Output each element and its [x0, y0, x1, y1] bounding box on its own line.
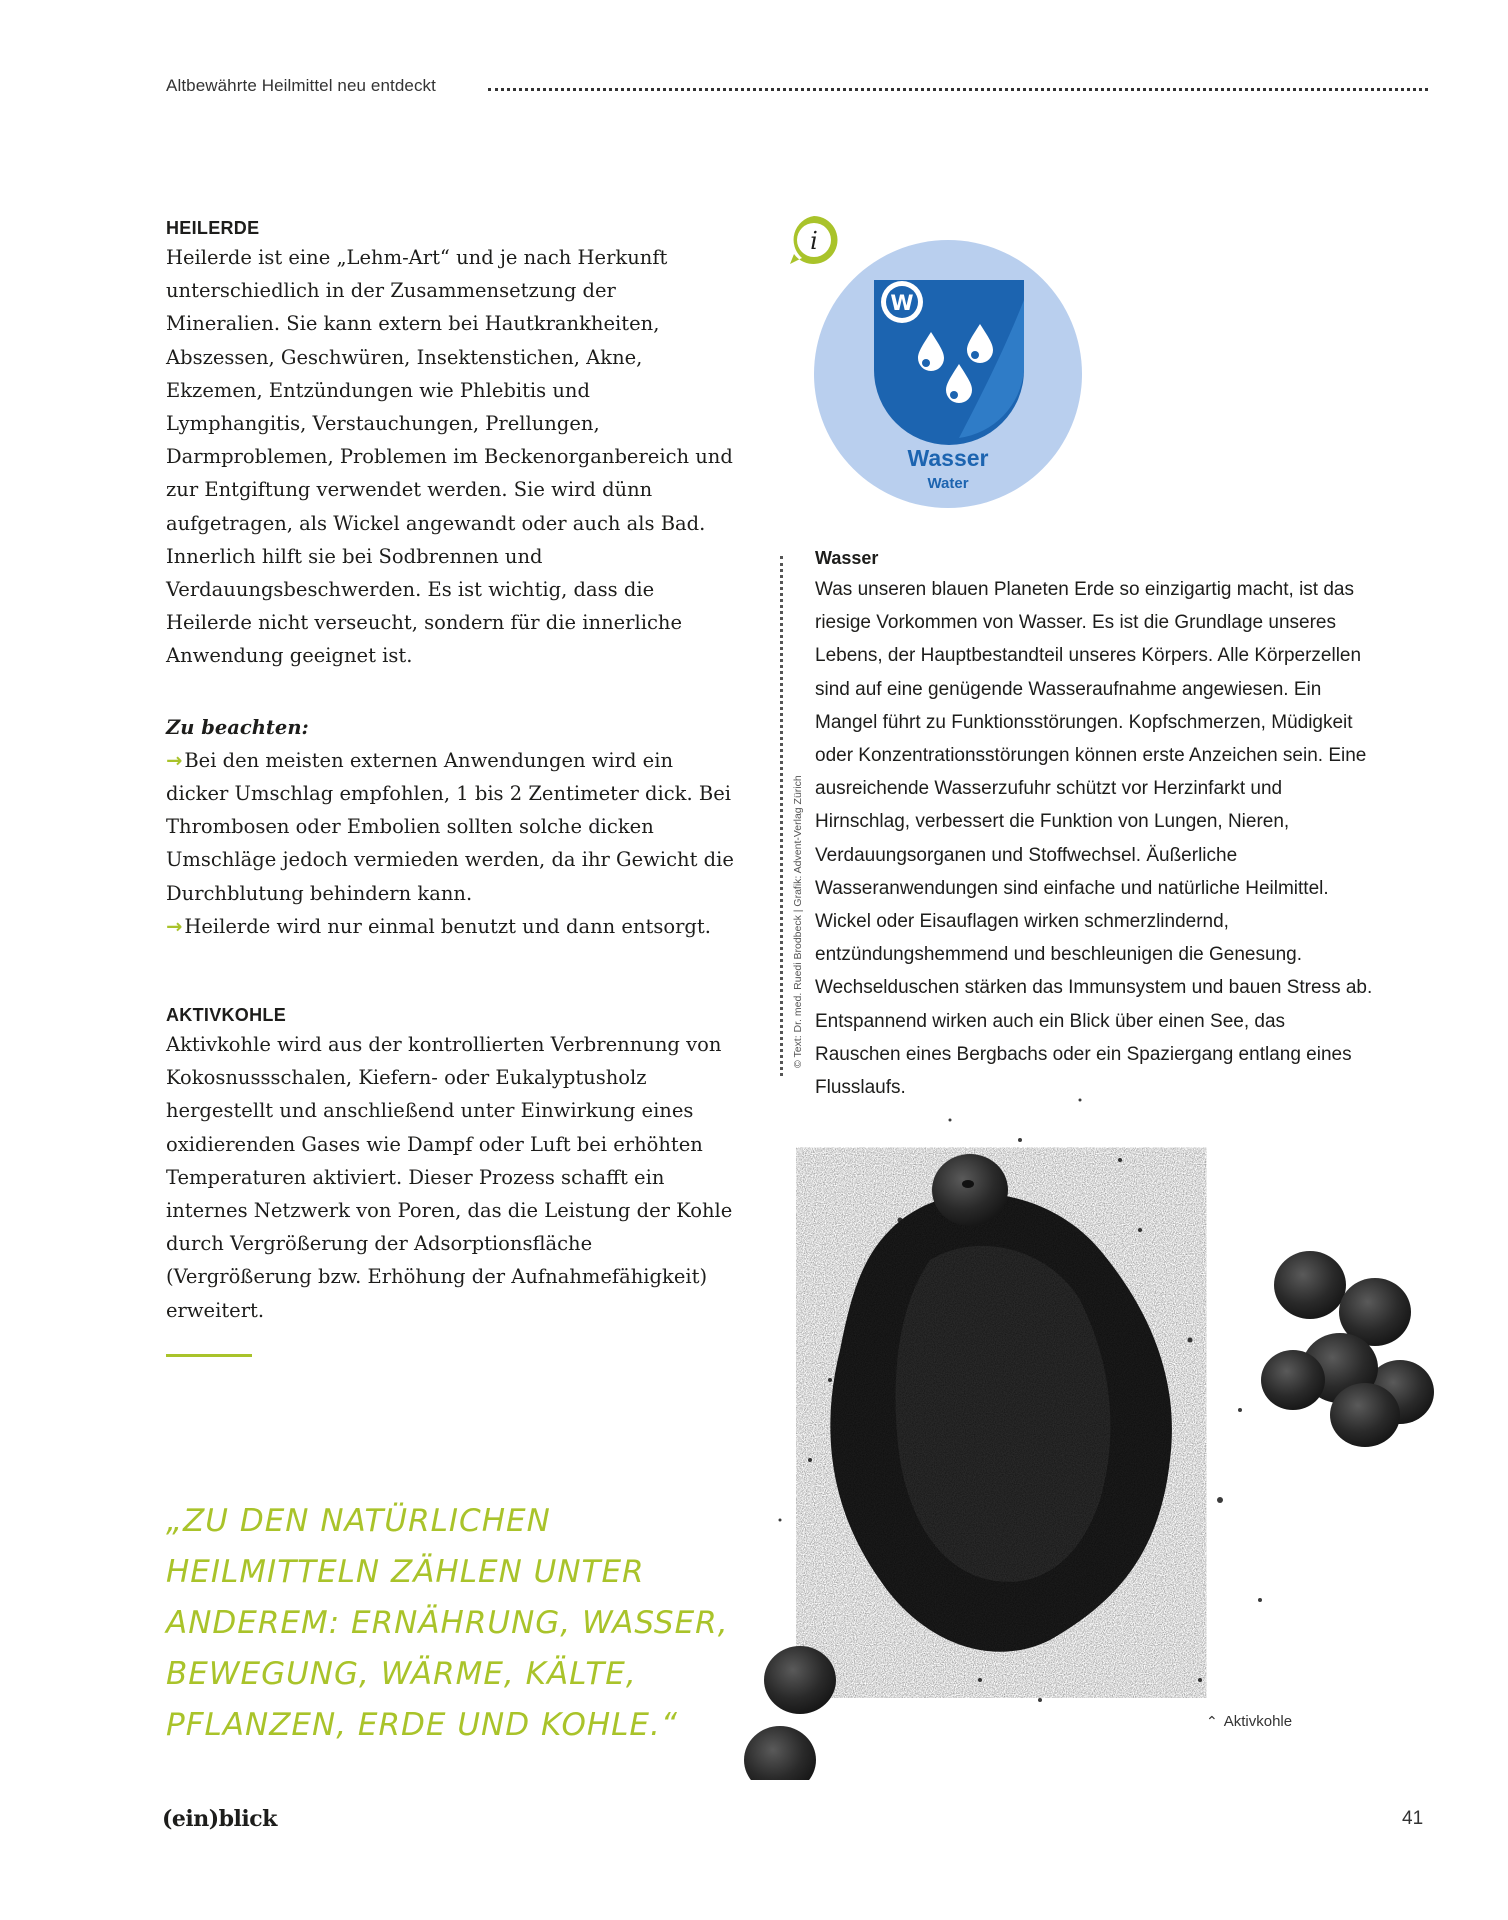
aktivkohle-heading: AKTIVKOHLE [166, 1005, 286, 1026]
badge-subtitle: Water [927, 475, 969, 492]
photo-caption-text: Aktivkohle [1223, 1713, 1293, 1730]
note-item [166, 910, 736, 943]
arrow-right-icon: → [166, 748, 183, 772]
credit-line: © Text: Dr. med. Ruedi Brodbeck | Grafik: Advent-Verlag Zürich [792, 775, 804, 1068]
header-dotted-rule [488, 88, 1428, 91]
note-item [166, 744, 736, 910]
magazine-logo: (ein)blick [162, 1806, 277, 1832]
arrow-right-icon: → [166, 914, 183, 938]
note-heading: Zu beachten: [166, 715, 309, 739]
accent-rule [166, 1354, 252, 1357]
aktivkohle-section [166, 1005, 736, 1327]
wasser-body: Was unseren blauen Planeten Erde so einzigartig macht, ist das riesige Vorkommen von Wasser. Es ist die Grundlage unseres Lebens, der Hauptbestandteil unseres Körpers. Alle Körperzellen sind auf eine genügende Wasseraufnahme angewiesen. Ein Mangel führt zu Funktionsstörungen. Kopfschmerzen, Müdigkeit oder Konzentrationsstörungen können erste Anzeichen sein. Eine ausreichende Wasserzufuhr schützt vor Herzinfarkt und Hirnschlag, verbessert die Funktion von Lungen, Nieren, Verdauungsorganen und Stoffwechsel. Äußerliche Wasseranwendungen sind einfache und natürliche Heilmittel. Wickel oder Eisauflagen wirken schmerzlindernd, entzündungshemmend und beschleunigen die Genesung. Wechselduschen stärken das Immunsystem und bauen Stress ab. Entspannend wirken auch ein Blick über einen See, das Rauschen eines Bergbachs oder ein Spaziergang entlang eines Flusslaufs. [815, 579, 1373, 1099]
info-icon-letter: i [810, 227, 818, 255]
infobox-text [815, 548, 1375, 1104]
badge-title: Wasser [907, 445, 989, 471]
note-item-text: Heilerde wird nur einmal benutzt und dann entsorgt. [184, 914, 711, 938]
running-title: Altbewährte Heilmittel neu entdeckt [166, 76, 436, 95]
wasser-heading: Wasser [815, 548, 879, 568]
left-column [166, 218, 736, 1327]
photo-caption [1206, 1713, 1292, 1730]
aktivkohle-body: Aktivkohle wird aus der kontrollierten Verbrennung von Kokosnussschalen, Kiefern- oder Eukalyptusholz hergestellt und anschließend unter Einwirkung eines oxidierenden Gases wie Dampf oder Luft bei erhöhten Temperaturen aktiviert. Dieser Prozess schafft ein internes Netzwerk von Poren, das die Leistung der Kohle durch Vergrößerung der Adsorptionsfläche (Vergrößerung bzw. Erhöhung der Aufnahmefähigkeit) erweitert. [166, 1033, 733, 1322]
badge-letter: W [890, 291, 914, 315]
heilerde-heading: HEILERDE [166, 218, 260, 238]
caret-up-icon: ⌃ [1206, 1714, 1218, 1730]
note-item-text: Bei den meisten externen Anwendungen wird ein dicker Umschlag empfohlen, 1 bis 2 Zentimeter dick. Bei Thrombosen oder Embolien sollten solche dicken Umschläge jedoch vermieden werden, da ihr Gewicht die Durchblutung behindern kann. [166, 748, 734, 905]
page-number: 41 [1402, 1808, 1424, 1829]
heilerde-body: Heilerde ist eine „Lehm-Art“ und je nach Herkunft unterschiedlich in der Zusammensetzung der Mineralien. Sie kann extern bei Hautkrankheiten, Abszessen, Geschwüren, Insektenstichen, Akne, Ekzemen, Entzündungen wie Phlebitis und Lymphangitis, Verstauchungen, Prellungen, Darmproblemen, Problemen im Beckenorganbereich und zur Entgiftung verwendet werden. Sie wird dünn aufgetragen, als Wickel angewandt oder auch als Bad. Innerlich hilft sie bei Sodbrennen und Verdauungsbeschwerden. Es ist wichtig, dass die Heilerde nicht verseucht, sondern für die innerliche Anwendung geeignet ist. [166, 246, 733, 668]
activated-charcoal-photo [720, 1080, 1460, 1780]
water-badge [814, 240, 1082, 508]
pull-quote: „ZU DEN NATÜRLICHEN HEILMITTELN ZÄHLEN UNTER ANDEREM: ERNÄHRUNG, WASSER, BEWEGUNG, WÄRME, KÄLTE, PFLANZEN, ERDE UND KOHLE.“ [166, 1503, 729, 1743]
